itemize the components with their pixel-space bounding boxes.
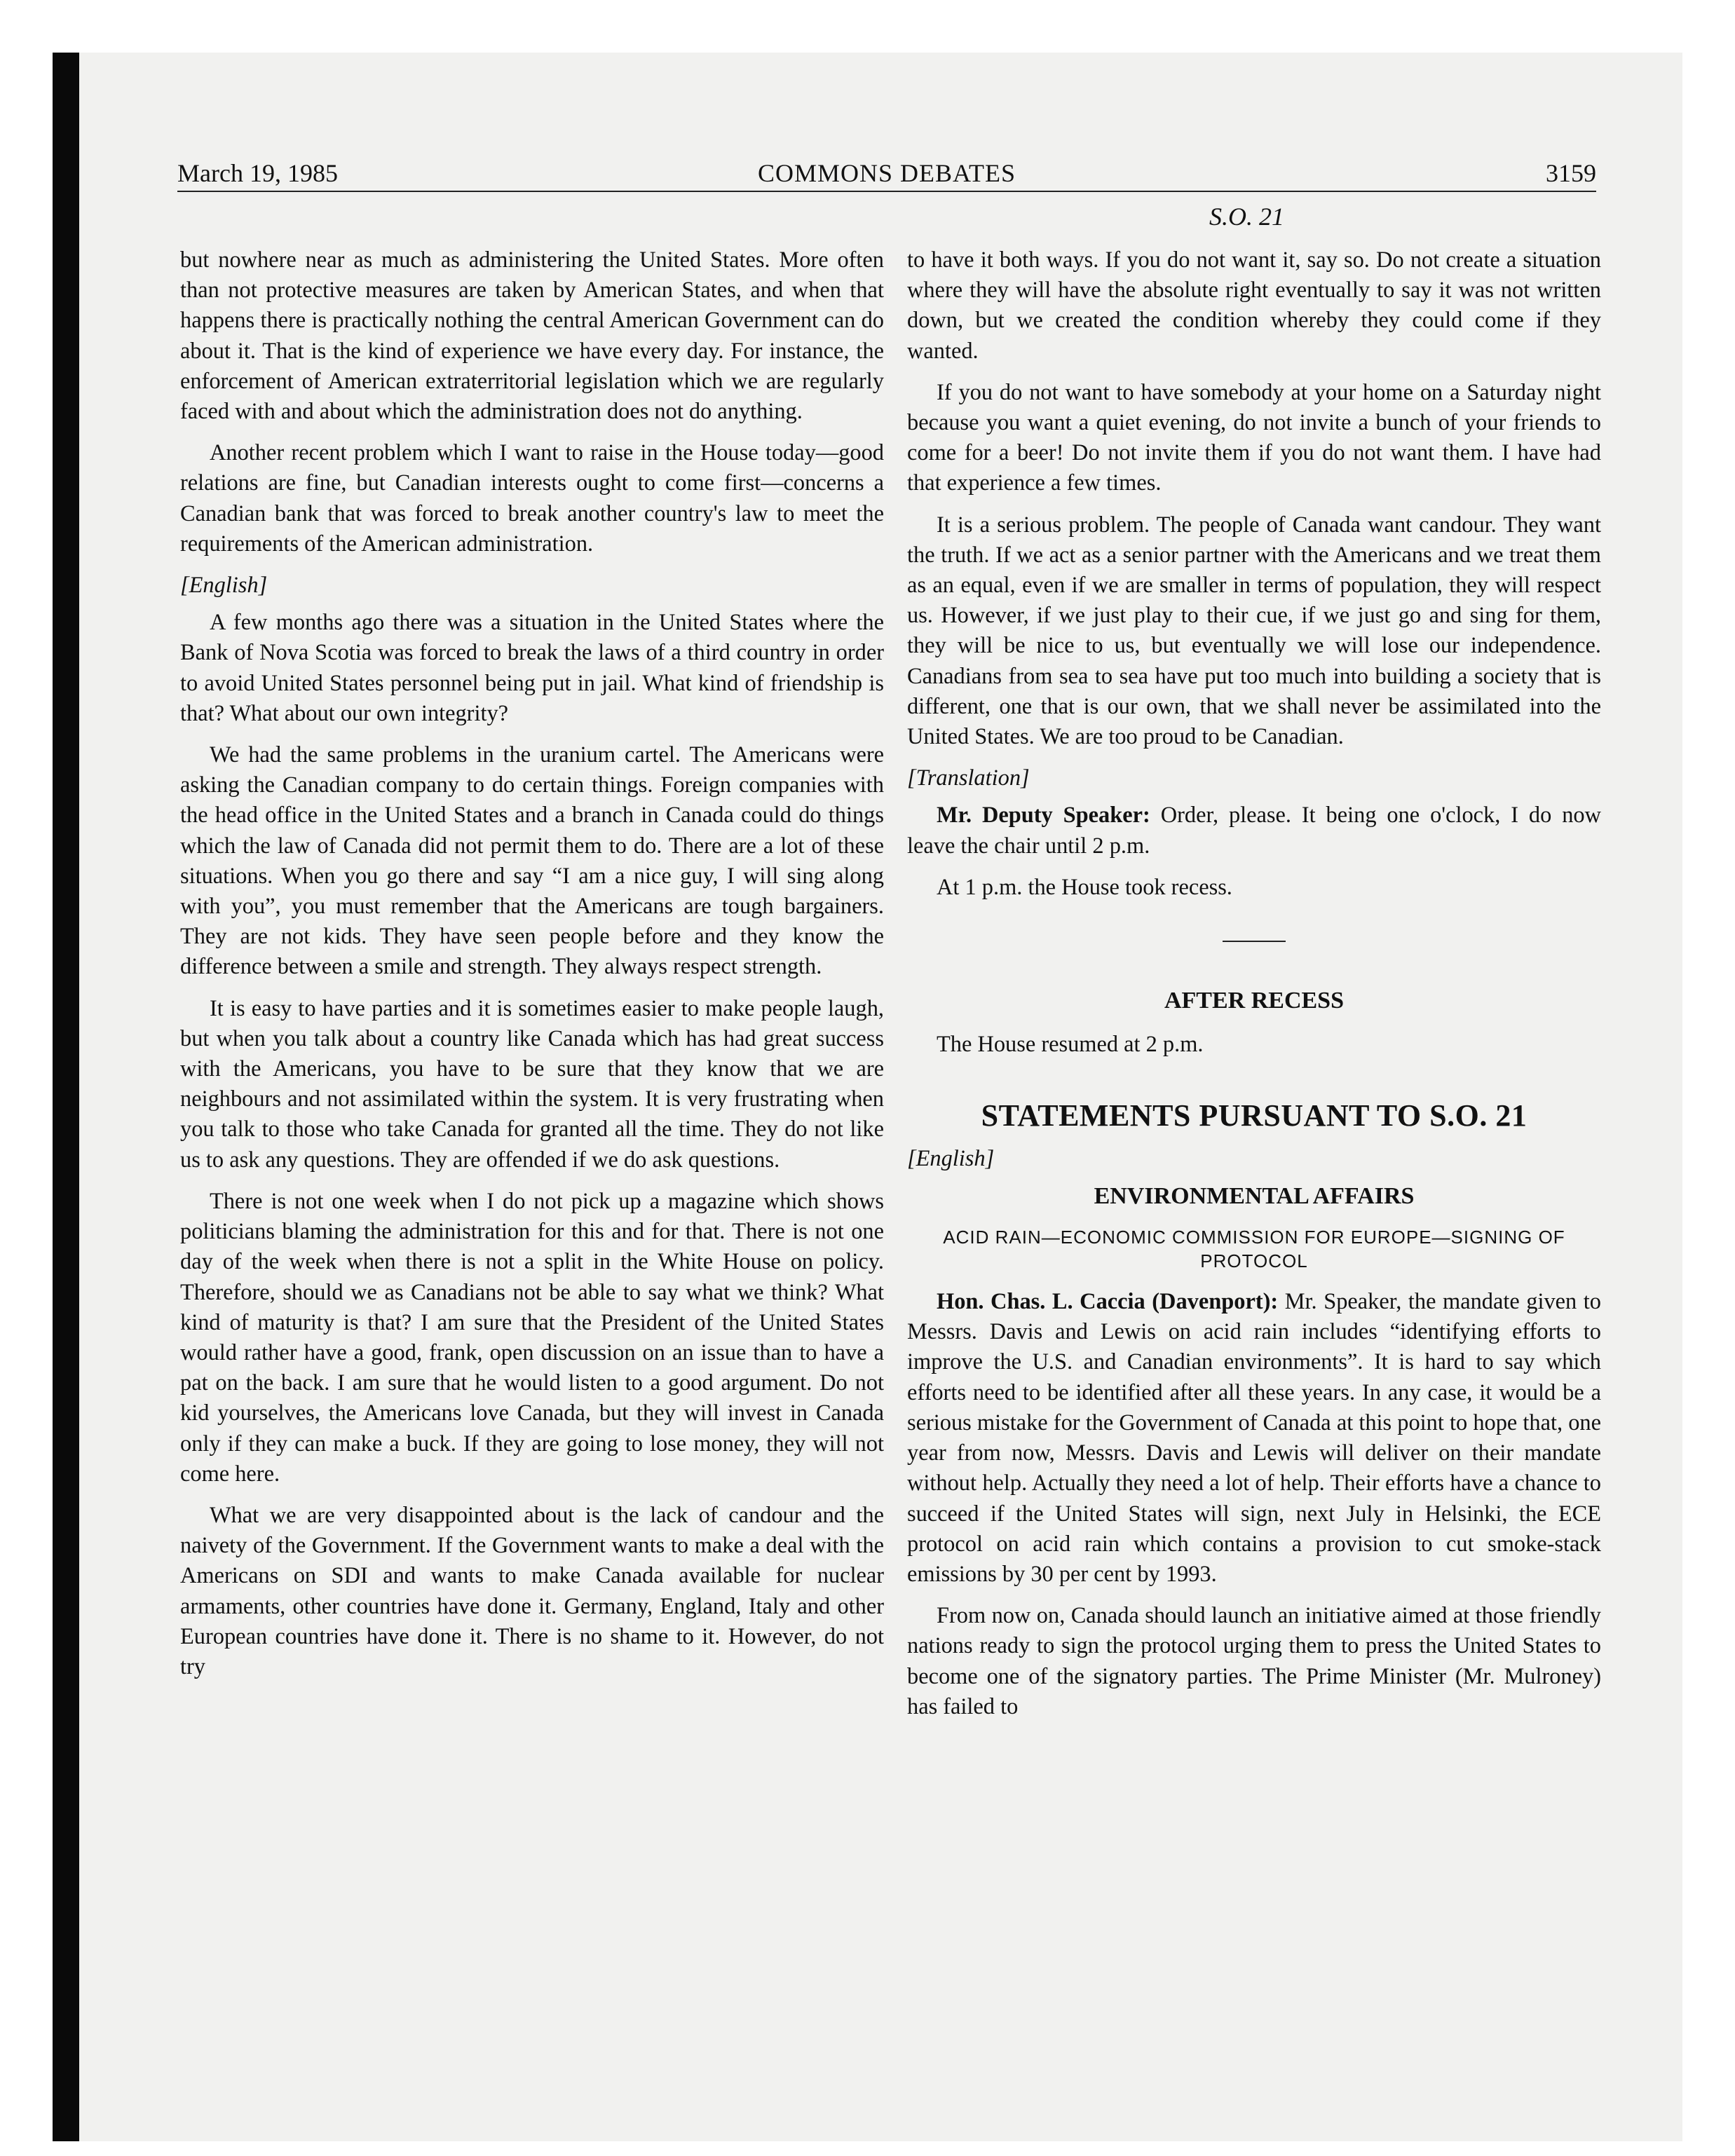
paragraph: What we are very disappointed about is the lack of candour and the naivety of the Government. If the Government wants to make a deal with the Americans on SDI and wants to make Canada available for nuclear armaments, other countries have done it. Germany, England, Italy and other European countries have done it. There is no shame to it. However, do not try — [180, 1502, 884, 1679]
paragraph: but nowhere near as much as administering the United States. More often than not protective measures are taken by American States, and when that happens there is practically nothing the central American Government can do about it. That is the kind of experience we have every day. For instance, the enforcement of American extraterritorial legislation which we are regularly faced with and about which the administration does not do anything. — [180, 247, 884, 425]
subtopic-heading: ACID RAIN—ECONOMIC COMMISSION FOR EUROPE—SIGNING OF PROTOCOL — [943, 1227, 1565, 1272]
speaker-name: Mr. Deputy Speaker: — [937, 803, 1150, 828]
paragraph: It is easy to have parties and it is sometimes easier to make people laugh, but when you talk about a country like Canada which has had great success with the Americans, you have to be sure that they know that we are neighbours and not assimilated within the system. It is very frustrating when you talk to those who take Canada for granted all the time. They do not like us to ask any questions. They are offended if we do ask questions. — [180, 995, 884, 1173]
paragraph: It is a serious problem. The people of Canada want candour. They want the truth. If we act as a senior partner with the Americans and we treat them as an equal, even if we are smaller in terms of population, they will respect us. However, if we just play to their cue, if we just go and sing for them, they will be nice to us, but eventually we will lose our independence. Canadians from sea to sea have put too much into building a society that is different, one that is our own, that we shall never be assimilated into the United States. We are too proud to be Canadian. — [907, 512, 1601, 750]
paragraph: At 1 p.m. the House took recess. — [937, 874, 1232, 900]
header-page-number: 3159 — [1546, 159, 1596, 187]
speech-text: Mr. Speaker, the mandate given to Messrs. Davis and Lewis on acid rain includes “identifying efforts to improve the U.S. and Canadian environments”. It is hard to say which efforts need to be identified after all these years. In any case, it would be a serious mistake for the Government of Canada at this point to hope that, one year from now, Messrs. Davis and Lewis will deliver on their mandate without help. Actually they need a lot of help. Their efforts have a chance to succeed if the United States will sign, next July in Helsinki, the ECE protocol on acid rain which contains a provision to cut smoke-stack emissions by 30 per cent by 1993. — [907, 1289, 1601, 1587]
paragraph: Another recent problem which I want to raise in the House today—good relations are fine, but Canadian interests ought to come first—concerns a Canadian bank that was forced to break another country's law to meet the requirements of the American administration. — [180, 440, 884, 557]
paragraph: The House resumed at 2 p.m. — [937, 1032, 1204, 1058]
paragraph: to have it both ways. If you do not want it, say so. Do not create a situation where they will have the absolute right eventually to say it was not written down, but we created the condition whereby they could come if they wanted. — [907, 247, 1601, 364]
right-column — [907, 245, 1601, 1733]
header-rule — [177, 191, 1596, 192]
speech-text: Order, please. It being one o'clock, I do now leave the chair until 2 p.m. — [907, 803, 1602, 859]
paragraph: If you do not want to have somebody at your home on a Saturday night because you want a quiet evening, do not invite a bunch of your friends to come for a beer! Do not invite them if you do not want them. I have had that experience a few times. — [907, 379, 1601, 496]
header-title: COMMONS DEBATES — [757, 159, 1016, 187]
paragraph: A few months ago there was a situation in the United States where the Bank of Nova Scotia was forced to break the laws of a third country in order to avoid United States personnel being put in jail. What kind of friendship is that? What about our own integrity? — [180, 610, 884, 726]
topic-heading: ENVIRONMENTAL AFFAIRS — [1094, 1182, 1415, 1209]
paragraph: We had the same problems in the uranium cartel. The Americans were asking the Canadian company to do certain things. Foreign companies with the head office in the United States and a branch in Canada could do things which the law of Canada did not permit them to do. There are a lot of these situations. When you go there and say “I am a nice guy, I will sing along with you”, you must remember that the Americans are tough bargainers. They are not kids. They have seen people before and they know the difference between a smile and strength. They always respect strength. — [180, 742, 884, 980]
binding-edge — [53, 53, 79, 2141]
section-mark: S.O. 21 — [1209, 203, 1284, 231]
language-marker: [English] — [907, 1145, 995, 1171]
paragraph: There is not one week when I do not pick up a magazine which shows politicians blaming the administration for this and for that. There is not one day of the week when there is not a split in the White House on policy. Therefore, should we as Canadians not be able to say what we think? What kind of maturity is that? I am sure that the President of the United States would rather have a good, frank, open discussion on an issue than to have a pat on the back. I am sure that he would listen to a good argument. Do not kid yourselves, the Americans love Canada, but they will invest in Canada only if they can make a buck. If they are going to lose money, they will not come here. — [180, 1188, 884, 1487]
language-marker: [English] — [180, 573, 268, 599]
language-marker: [Translation] — [907, 765, 1030, 791]
section-divider — [1223, 941, 1286, 942]
left-column — [180, 245, 884, 1693]
statements-heading: STATEMENTS PURSUANT TO S.O. 21 — [981, 1098, 1528, 1133]
paragraph: From now on, Canada should launch an initiative aimed at those friendly nations ready to sign the protocol urging them to press the United States to become one of the signatory parties. The Prime Minister (Mr. Mulroney) has failed to — [907, 1603, 1601, 1719]
speaker-name: Hon. Chas. L. Caccia (Davenport): — [937, 1289, 1279, 1315]
paragraph — [907, 800, 1601, 861]
paragraph — [907, 1287, 1601, 1590]
page-header — [177, 153, 1596, 192]
header-date: March 19, 1985 — [177, 159, 338, 187]
after-recess-heading: AFTER RECESS — [1164, 988, 1344, 1014]
